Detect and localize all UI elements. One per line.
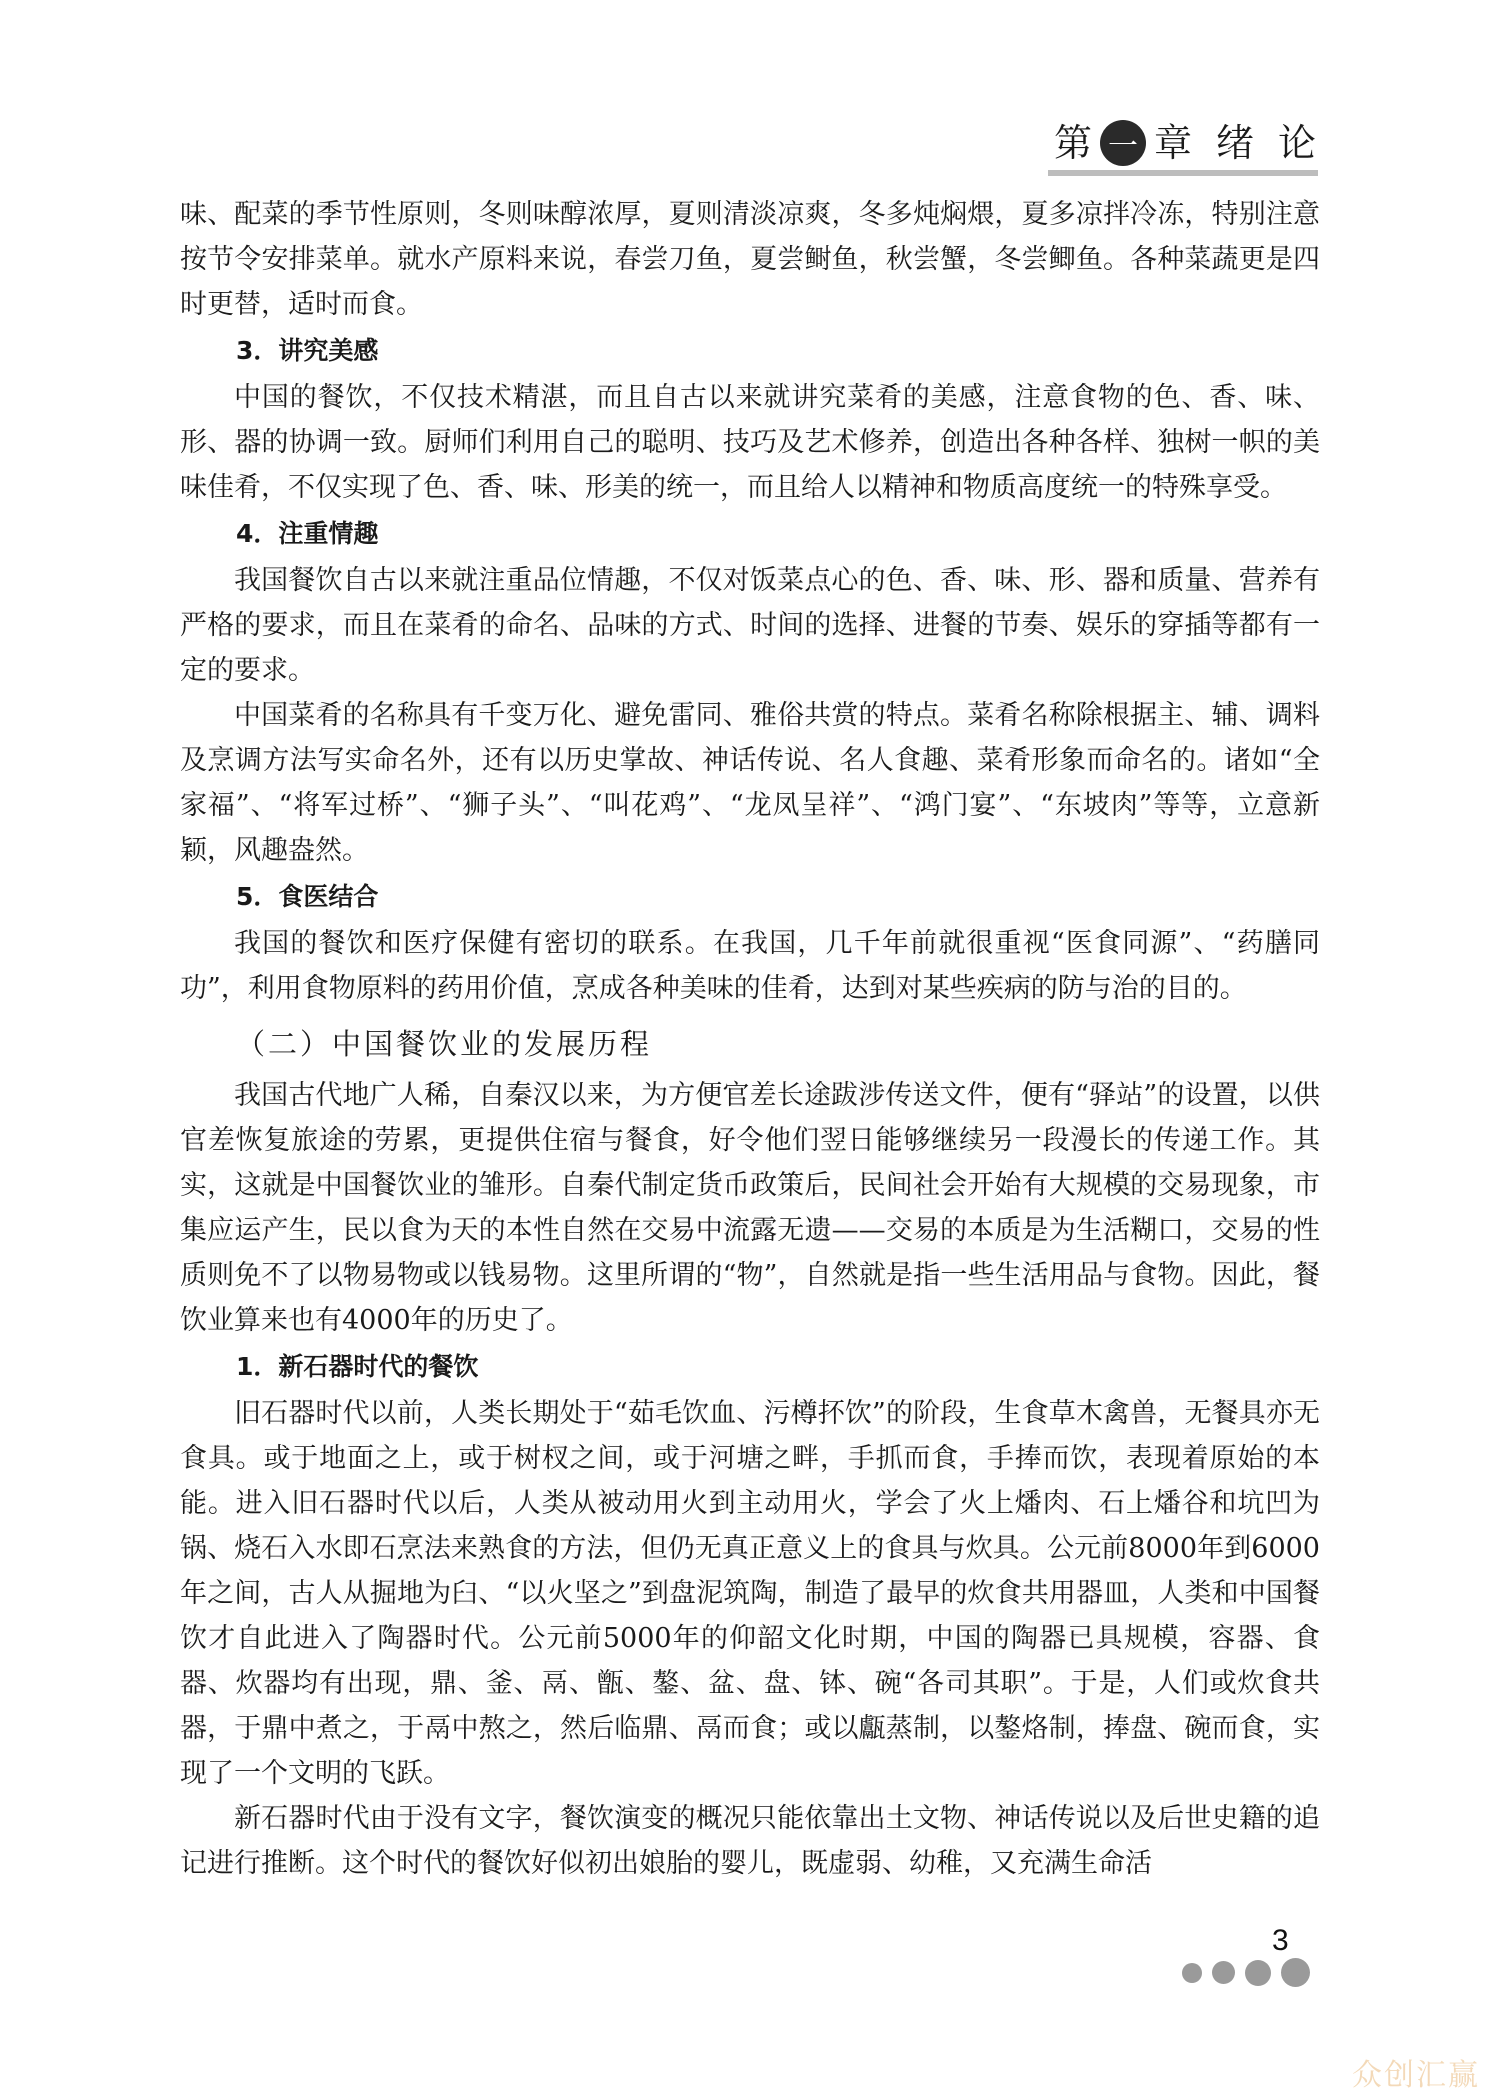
section-heading-development: （二）中国餐饮业的发展历程 [236,1027,653,1061]
watermark: 众创汇赢 [1352,2058,1480,2093]
paragraph-neolithic: 旧石器时代以前，人类长期处于“茹毛饮血、污樽抔饮”的阶段，生食草木禽兽，无餐具亦无食具。或于地面之上，或于树杈之间，或于河塘之畔，手抓而食，手捧而饮，表现着原始的本能。进入旧石器时代以后，人类从被动用火到主动用火，学会了火上燔肉、石上燔谷和坑凹为锅、烧石入水即石烹法来熟食的方法，但仍无真正意义上的食具与炊具。公元前8000年到6000年之间，古人从掘地为臼、“以火坚之”到盘泥筑陶，制造了最早的炊食共用器皿，人类和中国餐饮才自此进入了陶器时代。公元前5000年的仰韶文化时期，中国的陶器已具规模，容器、食器、炊器均有出现，鼎、釜、鬲、甑、鏊、盆、盘、钵、碗“各司其职”。于是，人们或炊食共器，于鼎中煮之，于鬲中熬之，然后临鼎、鬲而食；或以甗蒸制，以鏊烙制，捧盘、碗而食，实现了一个文明的飞跃。 [180,1398,1320,1789]
heading-neolithic: 1．新石器时代的餐饮 [236,1352,479,1381]
decor-dot [1281,1958,1310,1987]
header-rule [1048,170,1318,176]
paragraph-development: 我国古代地广人稀，自秦汉以来，为方便官差长途跋涉传送文件，便有“驿站”的设置，以供官差恢复旅途的劳累，更提供住宿与餐食，好令他们翌日能够继续另一段漫长的传递工作。其实，这就是中国餐饮业的雏形。自秦代制定货币政策后，民间社会开始有大规模的交易现象，市集应运产生，民以食为天的本性自然在交易中流露无遗——交易的本质是为生活糊口，交易的性质则免不了以物易物或以钱易物。这里所谓的“物”，自然就是指一些生活用品与食物。因此，餐饮业算来也有4000年的历史了。 [180,1080,1320,1336]
paragraph-food-medicine: 我国的餐饮和医疗保健有密切的联系。在我国，几千年前就很重视“医食同源”、“药膳同功”，利用食物原料的药用价值，烹成各种美味的佳肴，达到对某些疾病的防与治的目的。 [180,928,1320,1004]
heading-aesthetics: 3．讲究美感 [236,336,379,365]
header-char-lun: 论 [1277,121,1316,165]
decor-dot [1182,1963,1202,1983]
paragraph-dish-names: 中国菜肴的名称具有千变万化、避免雷同、雅俗共赏的特点。菜肴名称除根据主、辅、调料及烹调方法写实命名外，还有以历史掌故、神话传说、名人食趣、菜肴形象而命名的。诸如“全家福”、“将军过桥”、“狮子头”、“叫花鸡”、“龙凤呈祥”、“鸿门宴”、“东坡肉”等等，立意新颖，风趣盎然。 [180,700,1320,866]
chapter-number-badge: 一 [1100,120,1146,166]
paragraph-seasonal: 味、配菜的季节性原则，冬则味醇浓厚，夏则清淡凉爽，冬多炖焖煨，夏多凉拌冷冻，特别注意按节令安排菜单。就水产原料来说，春尝刀鱼，夏尝鲥鱼，秋尝蟹，冬尝鲫鱼。各种菜蔬更是四时更替，适时而食。 [180,199,1320,320]
chapter-header [1054,120,1316,166]
paragraph-neolithic-continued: 新石器时代由于没有文字，餐饮演变的概况只能依靠出土文物、神话传说以及后世史籍的追记进行推断。这个时代的餐饮好似初出娘胎的婴儿，既虚弱、幼稚，又充满生命活 [180,1803,1320,1879]
header-char-di: 第 [1053,121,1092,165]
page-body [180,192,1320,1886]
page-number: 3 [1272,1924,1289,1957]
heading-food-medicine: 5．食医结合 [236,882,379,911]
heading-taste: 4．注重情趣 [236,519,379,548]
page-dots-decoration [1182,1958,1310,1987]
header-char-xu: 绪 [1215,121,1254,165]
paragraph-aesthetics: 中国的餐饮，不仅技术精湛，而且自古以来就讲究菜肴的美感，注意食物的色、香、味、形、器的协调一致。厨师们利用自己的聪明、技巧及艺术修养，创造出各种各样、独树一帜的美味佳肴，不仅实现了色、香、味、形美的统一，而且给人以精神和物质高度统一的特殊享受。 [180,382,1320,503]
decor-dot [1245,1960,1271,1986]
paragraph-taste: 我国餐饮自古以来就注重品位情趣，不仅对饭菜点心的色、香、味、形、器和质量、营养有严格的要求，而且在菜肴的命名、品味的方式、时间的选择、进餐的节奏、娱乐的穿插等都有一定的要求。 [180,565,1320,686]
decor-dot [1212,1961,1235,1984]
header-char-zhang: 章 [1153,121,1192,165]
